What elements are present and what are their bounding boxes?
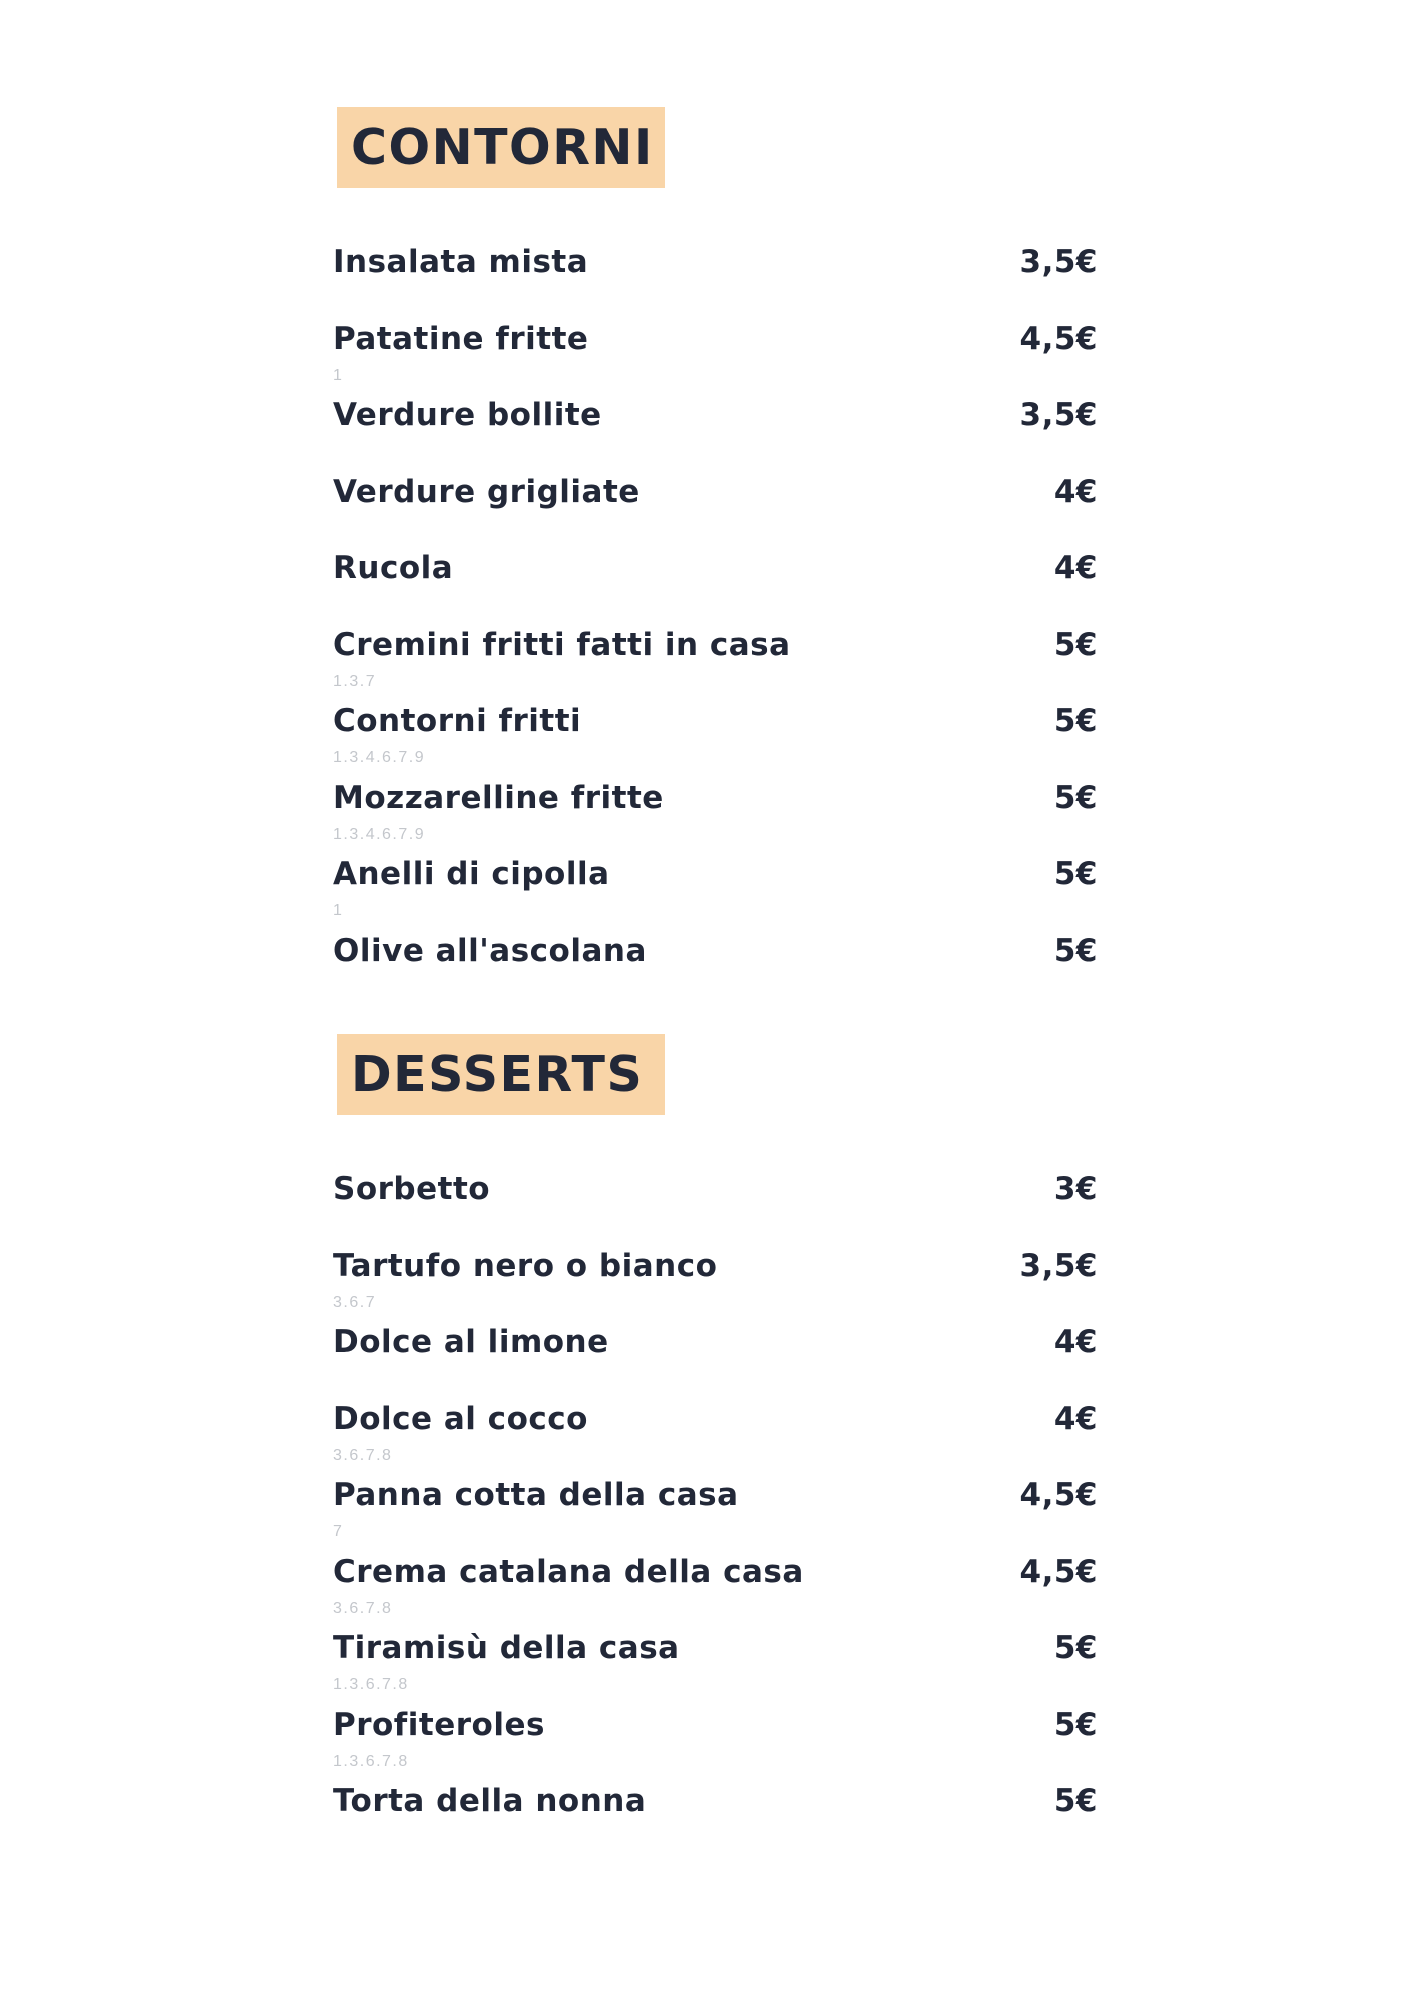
item-price: 5€ bbox=[1053, 703, 1098, 739]
item-allergen-codes: 1 bbox=[333, 902, 344, 919]
item-name: Patatine fritte bbox=[333, 320, 589, 357]
menu-item bbox=[333, 474, 1098, 551]
item-price: 4,5€ bbox=[1019, 1553, 1098, 1590]
menu-item bbox=[333, 627, 1098, 704]
section-items-contorni bbox=[333, 244, 1098, 1009]
item-name: Insalata mista bbox=[333, 244, 589, 280]
item-allergen-codes: 3.6.7.8 bbox=[333, 1599, 393, 1617]
item-allergen-codes: 1.3.4.6.7.9 bbox=[333, 825, 426, 843]
item-name: Contorni fritti bbox=[333, 703, 582, 739]
item-price: 3,5€ bbox=[1019, 244, 1098, 280]
item-name: Dolce al limone bbox=[333, 1324, 609, 1360]
menu-item-row bbox=[333, 1630, 1098, 1666]
item-price: 5€ bbox=[1053, 1706, 1098, 1743]
item-name: Tartufo nero o bianco bbox=[333, 1247, 718, 1284]
section-header-contorni bbox=[337, 107, 665, 188]
item-allergen-codes: 1.3.4.6.7.9 bbox=[333, 749, 426, 766]
menu-item-row bbox=[333, 1783, 1098, 1819]
item-price: 5€ bbox=[1053, 856, 1098, 892]
section-header-desserts bbox=[337, 1034, 665, 1115]
item-name: Panna cotta della casa bbox=[333, 1477, 739, 1513]
menu-item bbox=[333, 1554, 1098, 1631]
section-items-desserts bbox=[333, 1171, 1098, 1860]
section-title: CONTORNI bbox=[351, 119, 654, 176]
menu-item bbox=[333, 1630, 1098, 1707]
menu-item-row bbox=[333, 321, 1098, 357]
menu-item bbox=[333, 1171, 1098, 1248]
item-name: Rucola bbox=[333, 550, 454, 586]
item-allergen-codes: 1.3.6.7.8 bbox=[333, 1752, 409, 1770]
item-name: Olive all'ascolana bbox=[333, 932, 647, 969]
menu-item-row bbox=[333, 1324, 1098, 1360]
menu-item-row bbox=[333, 856, 1098, 892]
menu-item-row bbox=[333, 1248, 1098, 1284]
menu-item bbox=[333, 397, 1098, 474]
item-name: Mozzarelline fritte bbox=[333, 779, 664, 816]
item-price: 4€ bbox=[1053, 473, 1098, 510]
item-name: Dolce al cocco bbox=[333, 1400, 588, 1437]
menu-item bbox=[333, 780, 1098, 857]
menu-item-row bbox=[333, 1401, 1098, 1437]
menu-item bbox=[333, 1248, 1098, 1325]
menu-item bbox=[333, 856, 1098, 933]
menu-item bbox=[333, 1401, 1098, 1478]
item-allergen-codes: 1 bbox=[333, 366, 344, 384]
menu-item bbox=[333, 933, 1098, 1010]
item-name: Torta della nonna bbox=[333, 1783, 647, 1819]
item-allergen-codes: 1.3.7 bbox=[333, 672, 377, 690]
item-price: 5€ bbox=[1053, 1783, 1098, 1819]
item-allergen-codes: 3.6.7 bbox=[333, 1293, 377, 1311]
menu-item-row bbox=[333, 703, 1098, 739]
menu-content bbox=[333, 107, 1098, 1860]
section-desserts bbox=[333, 1034, 1098, 1860]
item-price: 4€ bbox=[1053, 1400, 1098, 1437]
menu-item-row bbox=[333, 933, 1098, 969]
item-allergen-codes: 7 bbox=[333, 1523, 344, 1540]
item-name: Cremini fritti fatti in casa bbox=[333, 626, 791, 663]
menu-item-row bbox=[333, 627, 1098, 663]
section-contorni bbox=[333, 107, 1098, 1009]
menu-item bbox=[333, 321, 1098, 398]
item-name: Tiramisù della casa bbox=[333, 1630, 680, 1666]
menu-item bbox=[333, 1783, 1098, 1860]
item-price: 5€ bbox=[1053, 626, 1098, 663]
item-name: Crema catalana della casa bbox=[333, 1553, 804, 1590]
item-price: 5€ bbox=[1053, 779, 1098, 816]
menu-item-row bbox=[333, 1707, 1098, 1743]
item-price: 5€ bbox=[1053, 932, 1098, 969]
menu-item-row bbox=[333, 1171, 1098, 1207]
item-price: 3,5€ bbox=[1019, 397, 1098, 433]
menu-item-row bbox=[333, 397, 1098, 433]
item-price: 4,5€ bbox=[1019, 320, 1098, 357]
item-price: 5€ bbox=[1053, 1630, 1098, 1666]
menu-item bbox=[333, 1324, 1098, 1401]
item-name: Anelli di cipolla bbox=[333, 856, 610, 892]
menu-item bbox=[333, 1707, 1098, 1784]
menu-item-row bbox=[333, 1554, 1098, 1590]
menu-item bbox=[333, 1477, 1098, 1554]
item-price: 4,5€ bbox=[1019, 1477, 1098, 1513]
item-name: Verdure grigliate bbox=[333, 473, 640, 510]
section-title: DESSERTS bbox=[351, 1046, 644, 1103]
item-price: 3,5€ bbox=[1019, 1247, 1098, 1284]
item-allergen-codes: 1.3.6.7.8 bbox=[333, 1676, 409, 1693]
menu-item-row bbox=[333, 474, 1098, 510]
item-price: 4€ bbox=[1053, 1324, 1098, 1360]
menu-item bbox=[333, 244, 1098, 321]
item-name: Sorbetto bbox=[333, 1171, 491, 1207]
item-name: Profiteroles bbox=[333, 1706, 545, 1743]
menu-item bbox=[333, 703, 1098, 780]
menu-item-row bbox=[333, 244, 1098, 280]
menu-item bbox=[333, 550, 1098, 627]
item-name: Verdure bollite bbox=[333, 397, 602, 433]
item-allergen-codes: 3.6.7.8 bbox=[333, 1446, 393, 1464]
item-price: 4€ bbox=[1053, 550, 1098, 586]
menu-item-row bbox=[333, 780, 1098, 816]
menu-item-row bbox=[333, 1477, 1098, 1513]
menu-item-row bbox=[333, 550, 1098, 586]
item-price: 3€ bbox=[1053, 1171, 1098, 1207]
